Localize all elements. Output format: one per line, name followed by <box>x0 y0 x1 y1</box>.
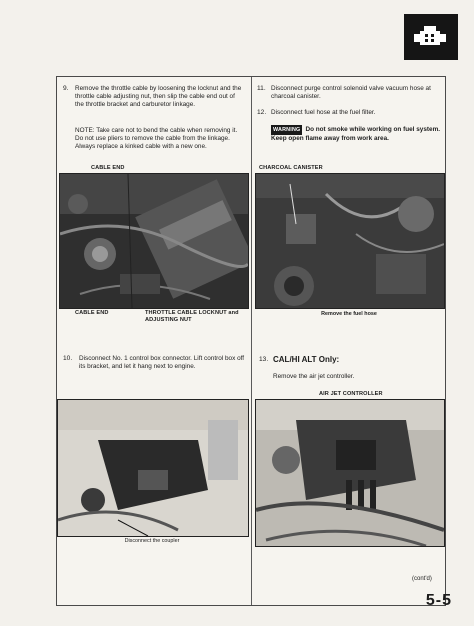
photo3-caption: Remove the fuel hose <box>321 311 377 317</box>
photo-throttle-cable <box>59 173 249 309</box>
step-10-number: 10. <box>63 355 73 362</box>
photo3-label: CHARCOAL CANISTER <box>259 165 323 171</box>
step-12-text: Disconnect fuel hose at the fuel filter. <box>271 109 376 116</box>
photo4-label: AIR JET CONTROLLER <box>319 391 383 397</box>
photo-control-box <box>57 399 249 537</box>
page-number: 5-5 <box>425 592 452 609</box>
step-12-number: 12. <box>257 109 267 116</box>
photo-air-jet-controller <box>255 399 445 547</box>
step-11-number: 11. <box>257 85 266 92</box>
step-11-text: Disconnect purge control solenoid valve vacuum hose at charcoal canister. <box>271 85 431 101</box>
step-13-number: 13. <box>259 356 269 363</box>
step-10-text: Disconnect No. 1 control box connector. Lift control box off its bracket, and let it hang next to engine. <box>79 355 245 371</box>
photo2-caption: Disconnect the coupler <box>124 538 180 544</box>
step-9-number: 9. <box>63 85 69 92</box>
photo1-label-top: CABLE END <box>91 165 125 171</box>
column-divider <box>251 77 252 605</box>
step-13-text: Remove the air jet controller. <box>273 373 355 380</box>
photo-charcoal-canister <box>255 173 445 309</box>
warning-block <box>271 125 441 143</box>
warning-badge: WARNING <box>271 125 302 135</box>
photo1-label-cable-end: CABLE END <box>75 310 109 316</box>
warning-text: Do not smoke while working on fuel system. Keep open flame away from work area. <box>271 126 441 143</box>
continued-label: (cont'd) <box>412 576 432 582</box>
photo1-label-locknut: THROTTLE CABLE LOCKNUT and ADJUSTING NUT <box>145 310 239 323</box>
engine-icon <box>404 14 458 60</box>
step-13-heading: CAL/HI ALT Only: <box>273 355 340 364</box>
step-9-note: NOTE: Take care not to bend the cable when removing it. Do not use pliers to remove the cable from the linkage. Always replace a kinked cable with a new one. <box>75 127 238 151</box>
content-frame <box>56 76 446 606</box>
step-9-text: Remove the throttle cable by loosening the locknut and the throttle cable adjusting nut, then slip the cable end out of the throttle bracket and carburetor linkage. <box>75 85 242 109</box>
